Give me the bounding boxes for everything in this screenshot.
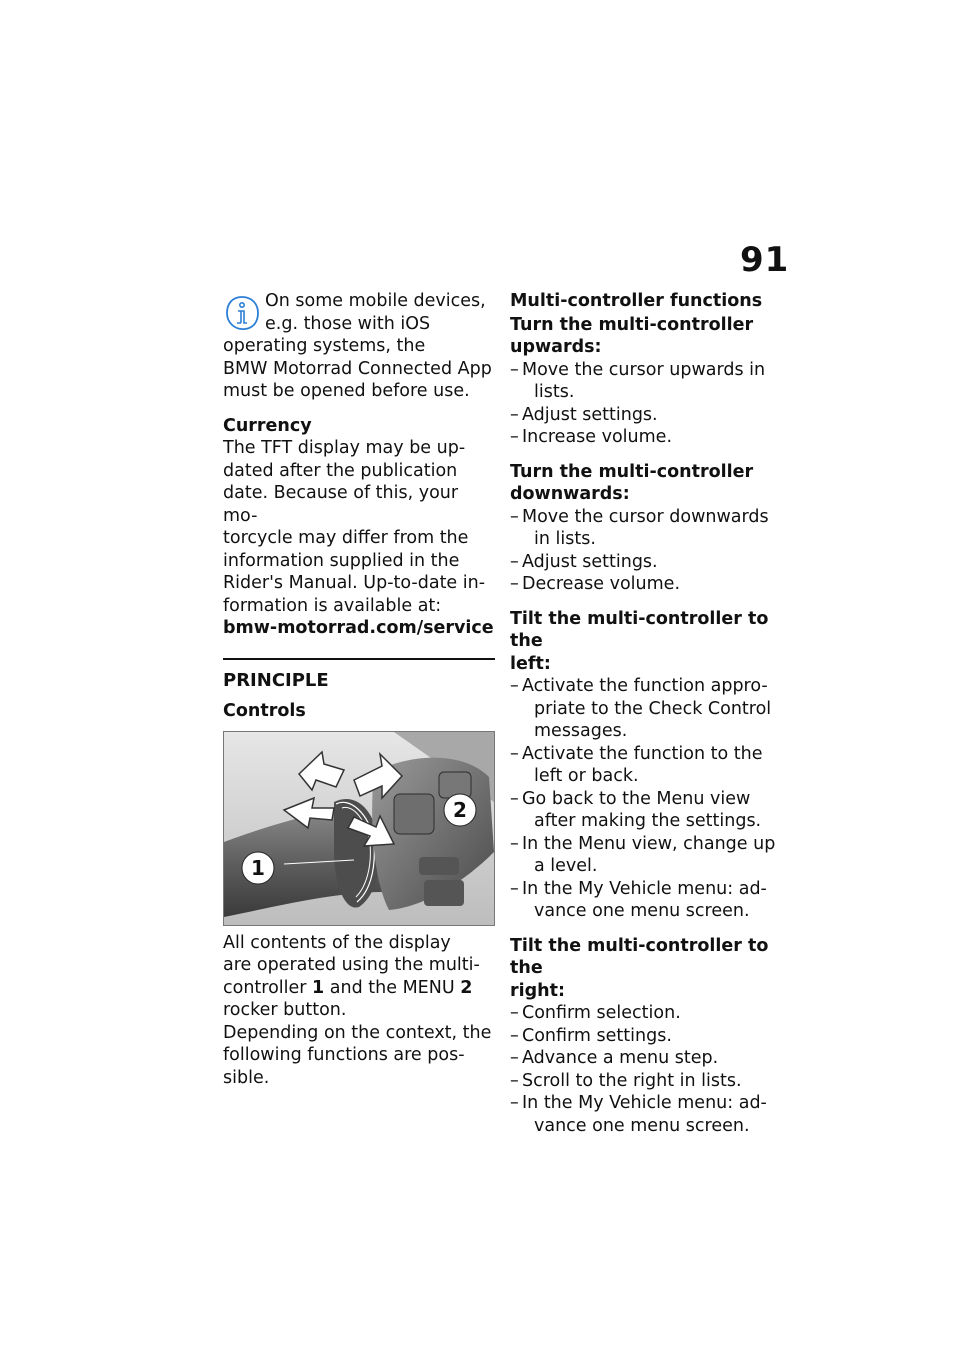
dash-bullet: – [510,1048,519,1068]
function-list [510,359,785,449]
caption-line: rocker button. [223,1000,347,1020]
list-item-line: left or back. [534,766,639,786]
ref-1: 1 [312,977,325,998]
info-icon [223,294,261,334]
list-item [510,1092,785,1137]
note-line: operating systems, the [223,336,426,356]
list-item-line: In the My Vehicle menu: ad- [522,878,767,899]
dash-bullet: – [510,1003,519,1023]
callout-2: 2 [453,797,467,822]
dash-bullet: – [510,878,519,899]
ref-2: 2 [460,977,473,998]
list-item [510,743,785,788]
list-item [510,573,785,596]
caption-text: and the MENU [324,977,461,998]
dash-bullet: – [510,427,519,447]
note-line: BMW Motorrad Connected App [223,358,492,379]
dash-bullet: – [510,788,519,809]
dash-bullet: – [510,1025,519,1046]
dash-bullet: – [510,506,519,527]
currency-line: torcycle may differ from the [223,528,469,548]
function-list [510,506,785,596]
list-item-line: Activate the function appro- [522,676,768,696]
group-heading: Turn the multi-controller [510,461,754,482]
currency-line: The TFT display may be up- [223,438,466,458]
dash-bullet: – [510,359,519,380]
list-item-line: Move the cursor downwards [522,506,769,527]
caption-line [223,977,495,1000]
list-item [510,404,785,427]
list-item-line: Confirm selection. [522,1003,681,1023]
list-item-line: priate to the Check Control [534,698,772,719]
currency-line: information supplied in the [223,550,460,571]
currency-line: formation is available at: [223,595,442,616]
dash-bullet: – [510,676,519,696]
list-item [510,1070,785,1093]
list-item-line: Advance a menu step. [522,1048,719,1068]
list-item [510,878,785,923]
list-item-line: Move the cursor upwards in [522,359,766,380]
functions-title: Multi-controller functions [510,291,763,311]
list-item [510,675,785,743]
dash-bullet: – [510,1093,519,1113]
dash-bullet: – [510,551,519,572]
caption-line: All contents of the display [223,932,451,953]
service-link[interactable]: bmw-motorrad.com/service [223,618,494,638]
list-item-line: Adjust settings. [522,404,658,425]
currency-line: dated after the publication [223,460,458,481]
caption-line: Depending on the context, the [223,1022,492,1043]
dash-bullet: – [510,404,519,425]
list-item-line: In the Menu view, change up [522,833,776,854]
list-item [510,833,785,878]
list-item-line: a level. [534,856,598,876]
group-heading: left: [510,653,551,674]
caption-line: sible. [223,1067,270,1088]
function-group [510,935,785,1138]
note-line: must be opened before use. [223,381,470,401]
caption-line: are operated using the multi- [223,955,480,975]
group-heading: Turn the multi-controller [510,314,754,335]
group-heading: Tilt the multi-controller to the [510,935,769,978]
list-item [510,426,785,449]
group-heading: downwards: [510,484,630,504]
note-line: e.g. those with iOS [265,313,431,334]
dash-bullet: – [510,574,519,594]
list-item [510,1025,785,1048]
section-divider [223,658,495,660]
right-column [510,290,785,1149]
list-item-line: In the My Vehicle menu: ad- [522,1093,767,1113]
note-line: On some mobile devices, [265,291,486,311]
caption-text: controller [223,977,313,998]
callout-1: 1 [251,855,265,880]
function-group [510,608,785,923]
list-item [510,506,785,551]
list-item [510,551,785,574]
list-item-line: lists. [534,382,575,402]
currency-block [223,415,495,640]
list-item [510,1047,785,1070]
group-heading: upwards: [510,337,602,357]
controls-figure [223,731,495,926]
left-column [223,290,495,1089]
caption-line: following functions are pos- [223,1045,465,1065]
section-title: PRINCIPLE [223,669,329,691]
currency-line: Rider's Manual. Up-to-date in- [223,573,486,593]
list-item-line: in lists. [534,529,596,549]
list-item-line: vance one menu screen. [534,901,750,921]
list-item-line: Decrease volume. [522,574,681,594]
list-item-line: after making the settings. [534,811,762,831]
dash-bullet: – [510,743,519,764]
currency-heading: Currency [223,415,312,436]
list-item [510,1002,785,1025]
list-item-line: Activate the function to the [522,743,763,764]
function-list [510,1002,785,1137]
function-groups [510,314,785,1138]
function-group [510,314,785,449]
dash-bullet: – [510,833,519,854]
function-list [510,675,785,923]
list-item [510,788,785,833]
group-heading: right: [510,980,565,1001]
list-item-line: messages. [534,721,628,741]
list-item-line: Adjust settings. [522,551,658,572]
list-item-line: vance one menu screen. [534,1115,750,1136]
handlebar-illustration [224,732,494,925]
list-item-line: Go back to the Menu view [522,788,751,809]
info-note [223,290,495,403]
list-item-line: Confirm settings. [522,1025,672,1046]
list-item-line: Scroll to the right in lists. [522,1070,742,1091]
controls-heading: Controls [223,701,306,721]
currency-line: date. Because of this, your mo- [223,483,459,526]
function-group [510,461,785,596]
page-number: 91 [740,240,790,280]
list-item [510,359,785,404]
group-heading: Tilt the multi-controller to the [510,608,769,651]
dash-bullet: – [510,1070,519,1091]
list-item-line: Increase volume. [522,427,673,447]
